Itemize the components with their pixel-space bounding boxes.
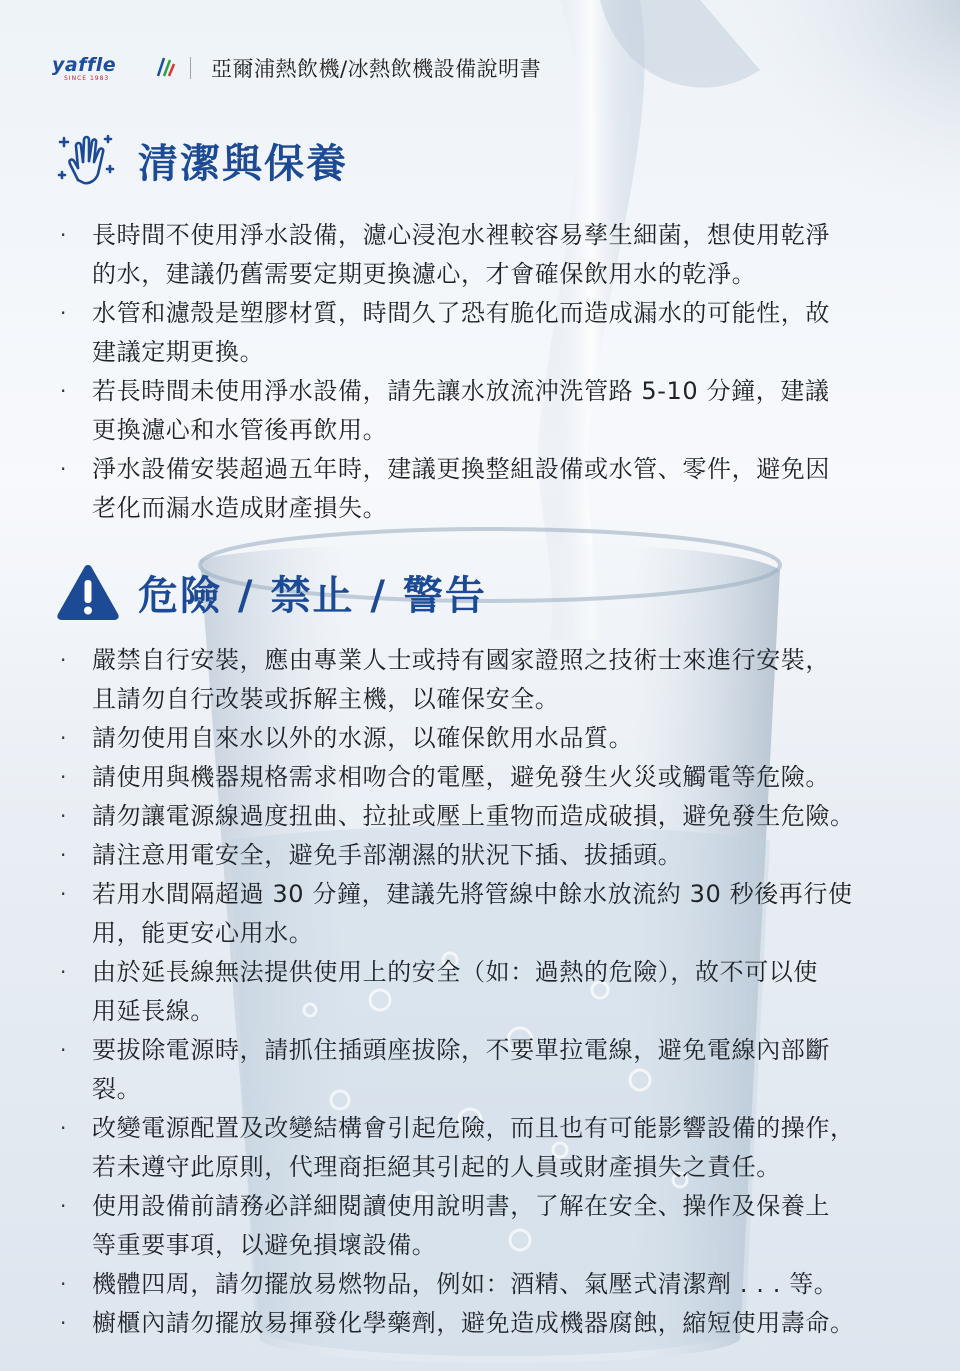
bullet-icon: ·: [60, 1194, 67, 1218]
list-item-line: 櫥櫃內請勿擺放易揮發化學藥劑，避免造成機器腐蝕，縮短使用壽命。: [92, 1309, 855, 1337]
bullet-icon: ·: [60, 223, 67, 247]
list-item-line: 改變電源配置及改變結構會引起危險，而且也有可能影響設備的操作，: [92, 1114, 855, 1142]
cleaning-section-heading: [56, 128, 348, 192]
list-item: [0, 372, 960, 450]
bullet-icon: ·: [60, 648, 67, 672]
bullet-icon: ·: [60, 1116, 67, 1140]
list-item-line: 長時間不使用淨水設備，濾心浸泡水裡較容易孳生細菌，想使用乾淨: [92, 221, 830, 249]
bullet-icon: ·: [60, 457, 67, 481]
list-item-line: 若長時間未使用淨水設備，請先讓水放流沖洗管路 5-10 分鐘，建議: [92, 377, 830, 405]
bullet-icon: ·: [60, 301, 67, 325]
warning-section-title: 危險 / 禁止 / 警告: [138, 572, 487, 619]
yaffle-logo: [52, 55, 152, 82]
list-item: [0, 719, 960, 758]
list-item: [0, 216, 960, 294]
bullet-icon: ·: [60, 726, 67, 750]
list-item-line: 要拔除電源時，請抓住插頭座拔除，不要單拉電線，避免電線內部斷: [92, 1036, 830, 1064]
logo-text: yaffle: [52, 53, 117, 76]
bullet-icon: ·: [60, 882, 67, 906]
list-item: [0, 953, 960, 1031]
list-item-line: 建議定期更換。: [92, 338, 265, 366]
list-item-line: 請勿讓電源線過度扭曲、拉扯或壓上重物而造成破損，避免發生危險。: [92, 802, 855, 830]
cleaning-section-title: 清潔與保養: [138, 140, 348, 187]
list-item: [0, 1031, 960, 1109]
list-item-line: 使用設備前請務必詳細閱讀使用說明書，了解在安全、操作及保養上: [92, 1192, 830, 1220]
bullet-icon: ·: [60, 843, 67, 867]
list-item-line: 請使用與機器規格需求相吻合的電壓，避免發生火災或觸電等危險。: [92, 763, 830, 791]
warning-list: [0, 641, 960, 1343]
list-item-line: 老化而漏水造成財產損失。: [92, 494, 388, 522]
list-item: [0, 294, 960, 372]
list-item: [0, 450, 960, 528]
warning-triangle-icon: [56, 562, 120, 622]
list-item: [0, 875, 960, 953]
document-header: [52, 48, 541, 88]
list-item: [0, 1187, 960, 1265]
bullet-icon: ·: [60, 1311, 67, 1335]
list-item: [0, 836, 960, 875]
list-item-line: 若未遵守此原則，代理商拒絕其引起的人員或財產損失之責任。: [92, 1153, 781, 1181]
list-item-line: 由於延長線無法提供使用上的安全（如：過熱的危險），故不可以使: [92, 958, 818, 986]
list-item: [0, 641, 960, 719]
document-title: 亞爾浦熱飲機/冰熱飲機設備說明書: [211, 57, 542, 81]
list-item-line: 請注意用電安全，避免手部潮濕的狀況下插、拔插頭。: [92, 841, 683, 869]
list-item-line: 裂。: [92, 1075, 142, 1103]
list-item: [0, 758, 960, 797]
list-item: [0, 1109, 960, 1187]
logo-subtext: SINCE 1983: [64, 74, 110, 82]
list-item-line: 請勿使用自來水以外的水源，以確保飲用水品質。: [92, 724, 634, 752]
list-item-line: 且請勿自行改裝或拆解主機，以確保安全。: [92, 685, 560, 713]
bullet-icon: ·: [60, 960, 67, 984]
list-item-line: 淨水設備安裝超過五年時，建議更換整組設備或水管、零件，避免因: [92, 455, 830, 483]
bullet-icon: ·: [60, 379, 67, 403]
bullet-icon: ·: [60, 804, 67, 828]
sparkling-hand-icon: [56, 128, 120, 192]
list-item-line: 等重要事項，以避免損壞設備。: [92, 1231, 437, 1259]
list-item-line: 水管和濾殼是塑膠材質，時間久了恐有脆化而造成漏水的可能性，故: [92, 299, 830, 327]
list-item-line: 嚴禁自行安裝，應由專業人士或持有國家證照之技術士來進行安裝，: [92, 646, 830, 674]
header-divider: [190, 57, 191, 79]
list-item: [0, 797, 960, 836]
bullet-icon: ·: [60, 1272, 67, 1296]
cleaning-list: [0, 216, 960, 528]
list-item: [0, 1304, 960, 1343]
list-item-line: 用延長線。: [92, 997, 215, 1025]
list-item-line: 的水，建議仍舊需要定期更換濾心，才會確保飲用水的乾淨。: [92, 260, 757, 288]
list-item: [0, 1265, 960, 1304]
list-item-line: 機體四周，請勿擺放易燃物品，例如：酒精、氣壓式清潔劑 . . . 等。: [92, 1270, 839, 1298]
list-item-line: 更換濾心和水管後再飲用。: [92, 416, 388, 444]
bullet-icon: ·: [60, 765, 67, 789]
bullet-icon: ·: [60, 1038, 67, 1062]
list-item-line: 用，能更安心用水。: [92, 919, 314, 947]
list-item-line: 若用水間隔超過 30 分鐘，建議先將管線中餘水放流約 30 秒後再行使: [92, 880, 853, 908]
warning-section-heading: [56, 562, 487, 622]
logo-mark-icon: [156, 56, 176, 78]
